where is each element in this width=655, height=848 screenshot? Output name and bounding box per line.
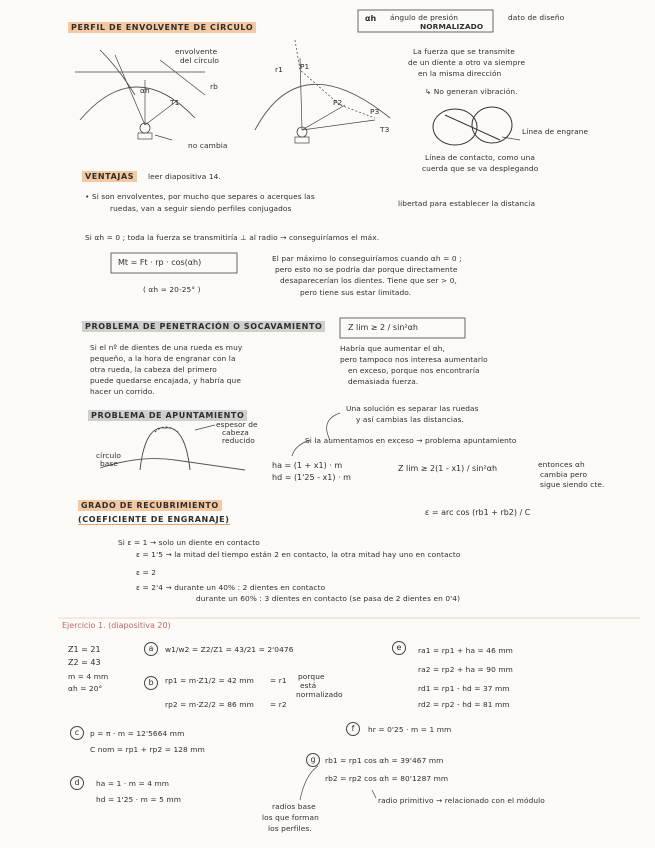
ha-formula: ha = (1 + x1) · m	[272, 461, 343, 470]
contact-desc-1: Línea de contacto, como una	[425, 153, 535, 162]
no-cambia-label: no cambia	[188, 141, 228, 150]
ah-label: αh	[140, 86, 150, 95]
ej-ah: αh = 20°	[68, 684, 103, 693]
t1-label: T1	[170, 98, 180, 107]
penetracion-right-3: en exceso, porque nos encontraría	[348, 366, 480, 375]
involute-curve	[100, 50, 135, 95]
espesor-2: cabeza	[222, 428, 249, 437]
item-g-rb2: rb2 = rp2 cos αh = 80'1287 mm	[325, 774, 449, 783]
item-d-badge: d	[70, 776, 84, 790]
zlim-apuntamiento: Z lim ≥ 2(1 - x1) / sin²αh	[398, 464, 498, 473]
rb-label: rb	[210, 82, 218, 91]
item-c-cnom: C nom = rp1 + rp2 = 128 mm	[90, 745, 205, 754]
ej-z1: Z1 = 21	[68, 645, 101, 654]
item-g-badge: g	[306, 753, 320, 767]
item-c-pitch: p = π · m = 12'5664 mm	[90, 729, 185, 738]
alpha-normalized: NORMALIZADO	[420, 22, 484, 31]
entonces-2: cambia pero	[540, 470, 588, 479]
item-e-rd1: rd1 = rp1 - hd = 37 mm	[418, 684, 510, 693]
espesor-1: espesor de	[216, 420, 258, 429]
recubrimiento-formula: ε = arc cos (rb1 + rb2) / C	[425, 508, 531, 517]
force-note-2: de un diente a otro va siempre	[408, 58, 526, 67]
radios-base-1: radios base	[272, 802, 316, 811]
section-title-envolvente: PERFIL DE ENVOLVENTE DE CÍRCULO	[68, 22, 256, 33]
epsilon-1: Si ε = 1 → solo un diente en contacto	[118, 538, 260, 547]
design-data-label: dato de diseño	[508, 13, 565, 22]
force-note-3: en la misma dirección	[418, 69, 502, 78]
contact-line-label: Línea de engrane	[522, 127, 589, 136]
del-circulo-label: del círculo	[180, 56, 220, 65]
penetracion-left-3: otra rueda, la cabeza del primero	[90, 365, 217, 374]
torque-formula: Mt = Ft · rp · cos(αh)	[118, 258, 202, 267]
item-e-rd2: rd2 = rp2 - hd = 81 mm	[418, 700, 510, 709]
contact-desc-2: cuerda que se va desplegando	[422, 164, 539, 173]
alpha-note-1: El par máximo lo conseguiríamos cuando αh = 0 ;	[272, 254, 462, 263]
item-e-ra1: ra1 = rp1 + ha = 46 mm	[418, 646, 513, 655]
alpha-note-4: pero tiene sus estar limitado.	[300, 288, 412, 297]
force-note-4: ↳ No generan vibración.	[425, 87, 518, 96]
ej-m: m = 4 mm	[68, 672, 109, 681]
force-note-1: La fuerza que se transmite	[413, 47, 515, 56]
alpha-note-3: desaparecerían los dientes. Tiene que ser > 0,	[280, 276, 457, 285]
item-d-ha: ha = 1 · m = 4 mm	[96, 779, 170, 788]
item-d-hd: hd = 1'25 · m = 5 mm	[96, 795, 181, 804]
item-a-badge: a	[144, 642, 158, 656]
epsilon-15: ε = 1'5 → la mitad del tiempo están 2 en contacto, la otra mitad hay uno en contacto	[136, 550, 461, 559]
alpha-symbol: αh	[365, 14, 377, 23]
penetracion-title: PROBLEMA DE PENETRACIÓN O SOCAVAMIENTO	[82, 321, 325, 332]
radios-base-3: los perfiles.	[268, 824, 312, 833]
penetracion-left-4: puede quedarse encajada, y habría que	[90, 376, 241, 385]
item-f-badge: f	[346, 722, 360, 736]
ventajas-libertad: libertad para establecer la distancia	[398, 199, 536, 208]
solucion-2: y así cambias las distancias.	[356, 415, 465, 424]
item-a-formula: w1/w2 = Z2/Z1 = 43/21 = 2'0476	[165, 645, 294, 654]
p2-label: P2	[333, 98, 343, 107]
item-g-rb1: rb1 = rp1 cos αh = 39'467 mm	[325, 756, 444, 765]
item-b-note-2: está	[300, 681, 317, 690]
item-c-badge: c	[70, 726, 84, 740]
ventajas-line-2: ruedas, van a seguir siendo perfiles conjugados	[110, 204, 292, 213]
ventajas-ref: leer diapositiva 14.	[148, 172, 221, 181]
item-b-rp1: rp1 = m·Z1/2 = 42 mm	[165, 676, 254, 685]
penetracion-right-1: Habría que aumentar el αh,	[340, 344, 445, 353]
radios-base-2: los que forman	[262, 813, 319, 822]
ej-z2: Z2 = 43	[68, 658, 101, 667]
penetracion-left-1: Si el nº de dientes de una rueda es muy	[90, 343, 243, 352]
apuntamiento-title: PROBLEMA DE APUNTAMIENTO	[88, 410, 247, 421]
p1-label: P1	[300, 62, 310, 71]
ventajas-title: VENTAJAS	[82, 171, 137, 182]
aumentamos-line: Si la aumentamos en exceso → problema apuntamiento	[305, 436, 517, 445]
epsilon-24a: ε = 2'4 → durante un 40% : 2 dientes en contacto	[136, 583, 326, 592]
t3-label: T3	[380, 125, 390, 134]
recubrimiento-title: GRADO DE RECUBRIMIENTO	[78, 500, 222, 511]
ventajas-line-1: • Si son envolventes, por mucho que separes o acerques las	[85, 192, 315, 201]
penetracion-left-2: pequeño, a la hora de engranar con la	[90, 354, 236, 363]
alpha-range: ( αh ≈ 20-25° )	[143, 285, 201, 294]
epsilon-2: ε = 2	[136, 568, 157, 577]
r1-label: r1	[275, 65, 283, 74]
alpha-zero-line: Si αh = 0 ; toda la fuerza se transmitiría ⊥ al radio → conseguiríamos el máx.	[85, 233, 380, 242]
item-f-hr: hr = 0'25 · m = 1 mm	[368, 725, 452, 734]
penetracion-right-2: pero tampoco nos interesa aumentarlo	[340, 355, 488, 364]
espesor-3: reducido	[222, 436, 255, 445]
circulo-1: círculo	[96, 451, 122, 460]
recubrimiento-subtitle: (COEFICIENTE DE ENGRANAJE)	[78, 515, 230, 524]
envolvente-label: envolvente	[175, 47, 218, 56]
item-b-rp2-eq: = r2	[270, 700, 287, 709]
item-b-rp2: rp2 = m·Z2/2 = 86 mm	[165, 700, 254, 709]
item-g-note: radio primitivo → relacionado con el módulo	[378, 796, 545, 805]
item-b-note-1: porque	[298, 672, 325, 681]
solucion-1: Una solución es separar las ruedas	[346, 404, 479, 413]
item-b-note-3: normalizado	[296, 690, 343, 699]
item-b-badge: b	[144, 676, 158, 690]
circulo-2: base	[100, 459, 119, 468]
alpha-note-2: pero esto no se podría dar porque directamente	[275, 265, 458, 274]
item-e-badge: e	[392, 641, 406, 655]
item-b-rp1-eq: = r1	[270, 676, 287, 685]
epsilon-24b: durante un 60% : 3 dientes en contacto (se pasa de 2 dientes en 0'4)	[196, 594, 461, 603]
alpha-definition: ángulo de presión	[390, 13, 459, 22]
ejercicio-title: Ejercicio 1. (diapositiva 20)	[62, 621, 171, 630]
penetracion-left-5: hacer un corrido.	[90, 387, 155, 396]
p3-label: P3	[370, 107, 380, 116]
hd-formula: hd = (1'25 - x1) · m	[272, 473, 351, 482]
entonces-3: sigue siendo cte.	[540, 480, 605, 489]
zlim-formula: Z lim ≥ 2 / sin²αh	[348, 323, 418, 332]
item-e-ra2: ra2 = rp2 + ha = 90 mm	[418, 665, 513, 674]
penetracion-right-4: demasiada fuerza.	[348, 377, 419, 386]
entonces-1: entonces αh	[538, 460, 585, 469]
